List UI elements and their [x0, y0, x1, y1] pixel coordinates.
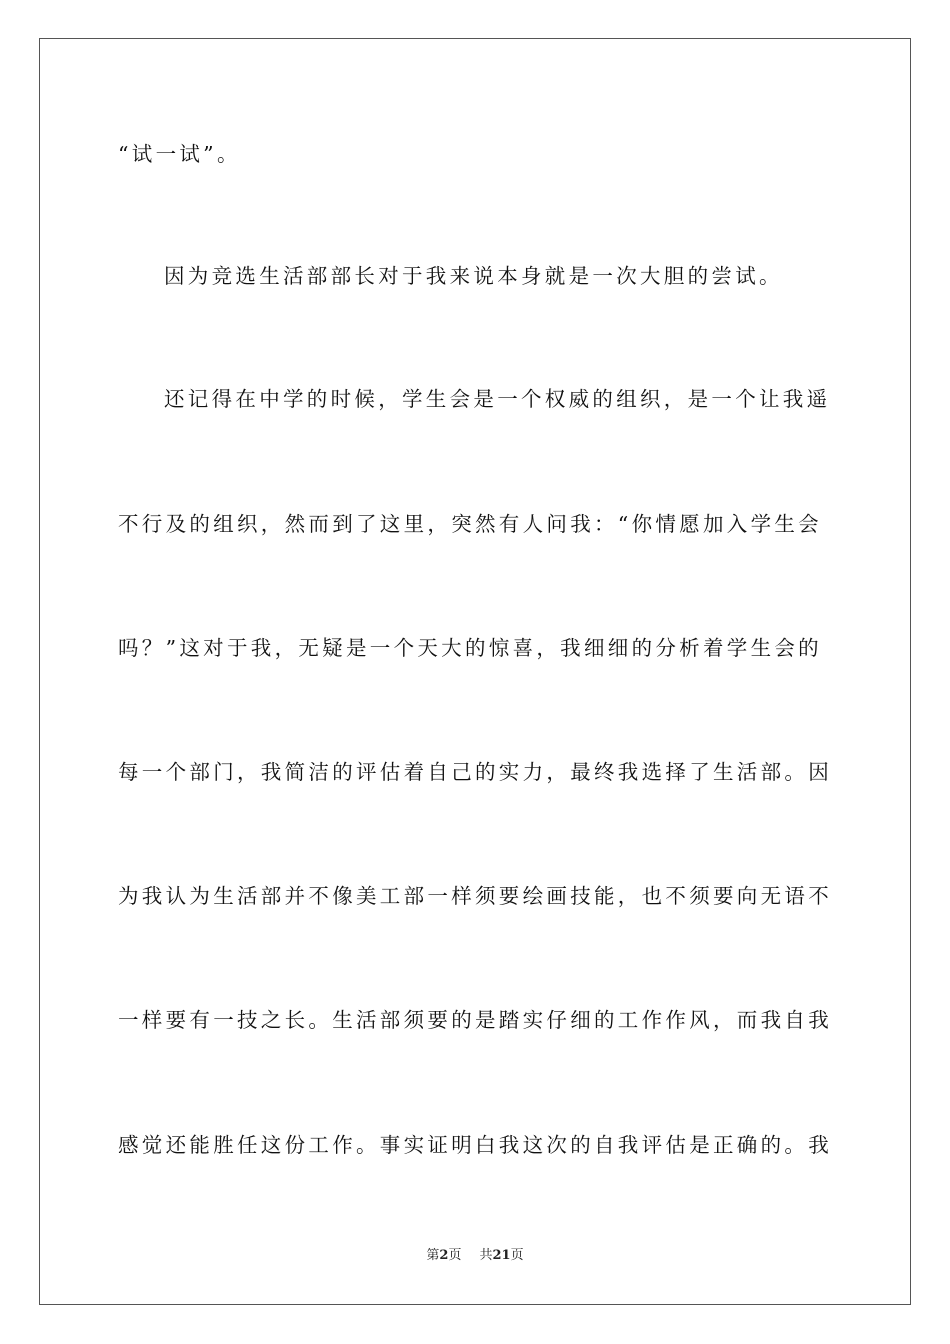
total-prefix: 共	[479, 1248, 493, 1263]
page-border	[39, 38, 911, 1305]
text-line-7: 为我认为生活部并不像美工部一样须要绘画技能，也不须要向无语不	[118, 884, 832, 908]
text-line-5: 吗？”这对于我，无疑是一个天大的惊喜，我细细的分析着学生会的	[118, 636, 822, 660]
text-line-8: 一样要有一技之长。生活部须要的是踏实仔细的工作作风，而我自我	[118, 1008, 832, 1032]
total-suffix: 页	[510, 1248, 524, 1263]
text-line-6: 每一个部门，我简洁的评估着自己的实力，最终我选择了生活部。因	[118, 760, 832, 784]
total-pages: 21	[492, 1248, 511, 1263]
text-line-1: “试一试”。	[118, 142, 241, 166]
page-prefix: 第	[426, 1248, 440, 1263]
page-number: 2	[439, 1248, 449, 1263]
page-footer	[0, 1247, 950, 1265]
text-line-2: 因为竞选生活部部长对于我来说本身就是一次大胆的尝试。	[164, 264, 783, 288]
text-line-4: 不行及的组织，然而到了这里，突然有人问我：“你情愿加入学生会	[118, 512, 822, 536]
text-line-3: 还记得在中学的时候，学生会是一个权威的组织，是一个让我遥	[164, 387, 831, 411]
page-suffix: 页	[448, 1248, 462, 1263]
text-line-9: 感觉还能胜任这份工作。事实证明白我这次的自我评估是正确的。我	[118, 1133, 832, 1157]
